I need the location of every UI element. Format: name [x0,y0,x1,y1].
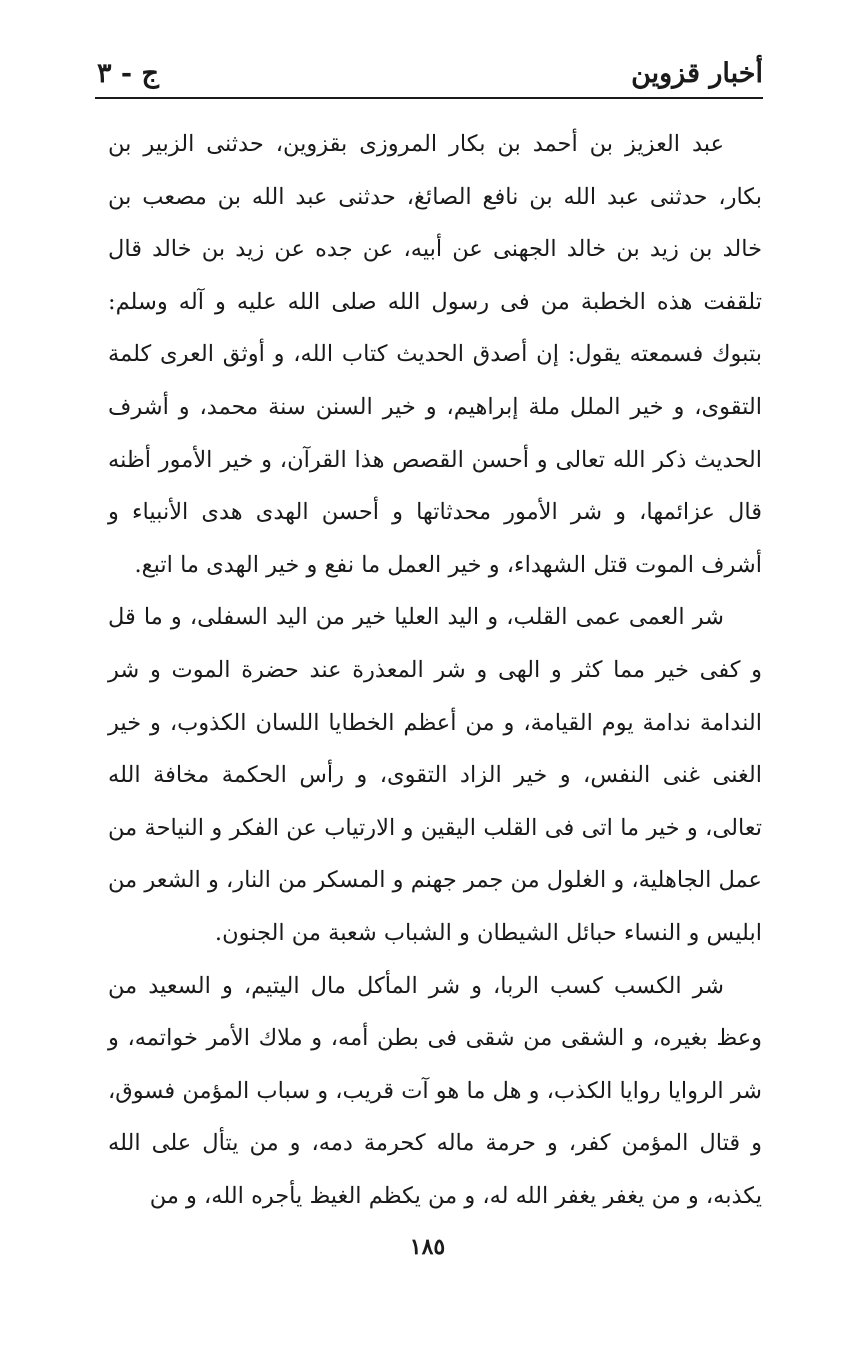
page-body [108,118,762,1222]
volume-label: ج - ٣ [97,58,159,89]
paragraph: شر العمى عمى القلب، و اليد العليا خير من اليد السفلى، و ما قل و كفى خير مما كثر و الهى و شر المعذرة عند حضرة الموت و شر الندامة ندامة يوم القيامة، و من أعظم الخطايا اللسان الكذوب، و خير الغنى غنى النفس، و خير الزاد التقوى، و رأس الحكمة مخافة الله تعالى، و خير ما اتى فى القلب اليقين و الارتياب عن الفكر و النياحة من عمل الجاهلية، و الغلول من جمر جهنم و المسكر من النار، و الشعر من ابليس و النساء حبائل الشيطان و الشباب شعبة من الجنون. [108,604,762,946]
header-rule [95,97,763,99]
running-title: أخبار قزوين [631,58,763,89]
page-number: ١٨٥ [409,1234,446,1260]
paragraph: عبد العزيز بن أحمد بن بكار المروزى بقزوين، حدثنى الزبير بن بكار، حدثنى عبد الله بن نافع الصائغ، حدثنى عبد الله بن مصعب بن خالد بن زيد بن خالد الجهنى عن أبيه، عن جده عن زيد بن خالد قال تلقفت هذه الخطبة من فى رسول الله صلى الله عليه و آله وسلم: بتبوك فسمعته يقول: إن أصدق الحديث كتاب الله، و أوثق العرى كلمة التقوى، و خير الملل ملة إبراهيم، و خير السنن سنة محمد، و أشرف الحديث ذكر الله تعالى و أحسن القصص هذا القرآن، و خير الأمور أظنه قال عزائمها، و شر الأمور محدثاتها و أحسن الهدى هدى الأنبياء و أشرف الموت قتل الشهداء، و خير العمل ما نفع و خير الهدى ما اتبع. [108,131,762,578]
paragraph: شر الكسب كسب الربا، و شر المأكل مال اليتيم، و السعيد من وعظ بغيره، و الشقى من شقى فى بطن أمه، و ملاك الأمر خواتمه، و شر الروايا روايا الكذب، و هل ما هو آت قريب، و سباب المؤمن فسوق، و قتال المؤمن كفر، و حرمة ماله كحرمة دمه، و من يتأل على الله يكذبه، و من يغفر يغفر الله له، و من يكظم الغيظ يأجره الله، و من [108,972,762,1209]
running-header [95,50,763,94]
